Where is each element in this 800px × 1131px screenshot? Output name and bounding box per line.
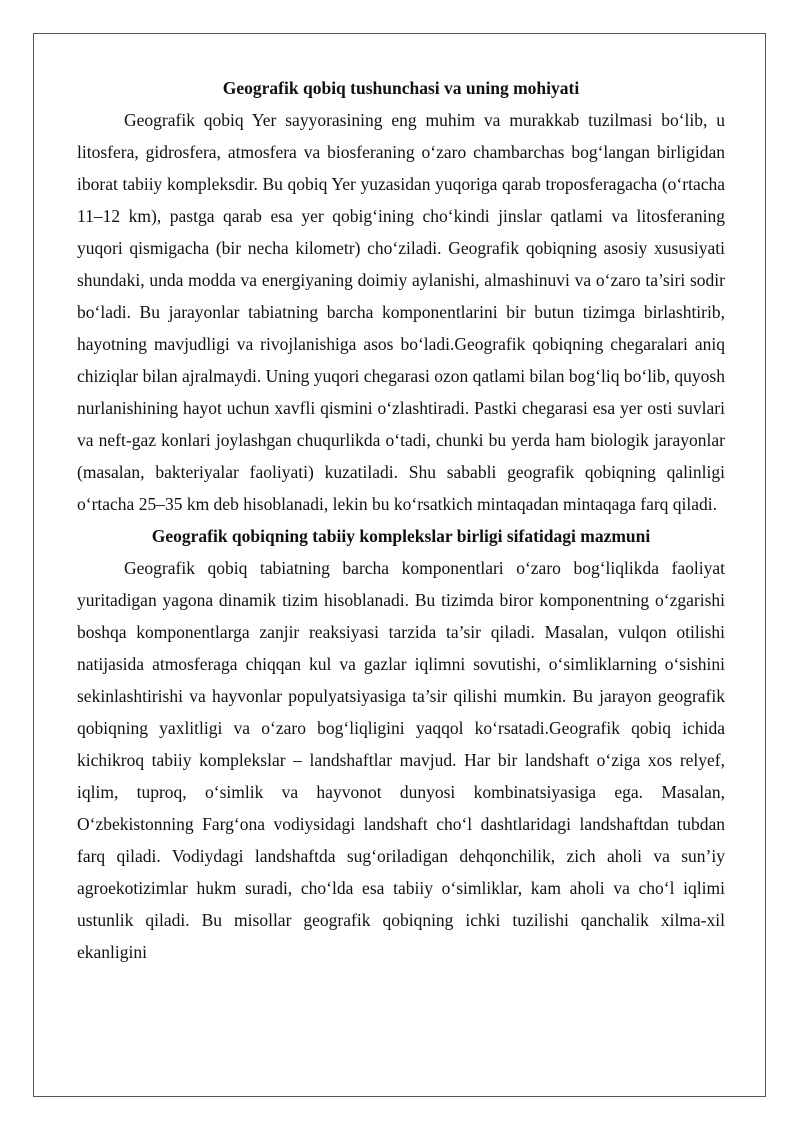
paragraph-1: Geografik qobiq Yer sayyorasining eng muhim va murakkab tuzilmasi bo‘lib, u litosfera, gidrosfera, atmosfera va biosferaning o‘zaro chambarchas bog‘langan birligidan iborat tabiiy kompleksdir. Bu qobiq Yer yuzasidan yuqoriga qarab troposferagacha (o‘rtacha 11–12 km), pastga qarab esa yer qobig‘ining cho‘kindi jinslar qatlami va litosferaning yuqori qismigacha (bir necha kilometr) cho‘ziladi. Geografik qobiqning asosiy xususiyati shundaki, unda modda va energiyaning doimiy aylanishi, almashinuvi va o‘zaro ta’siri sodir bo‘ladi. Bu jarayonlar tabiatning barcha komponentlarini bir butun tizimga birlashtirib, hayotning mavjudligi va rivojlanishiga asos bo‘ladi.Geografik qobiqning chegaralari aniq chiziqlar bilan ajralmaydi. Uning yuqori chegarasi ozon qatlami bilan bog‘liq bo‘lib, quyosh nurlanishining hayot uchun xavfli qismini o‘zlashtiradi. Pastki chegarasi esa yer osti suvlari va neft-gaz konlari joylashgan chuqurlikda o‘tadi, chunki bu yerda ham biologik jarayonlar (masalan, bakteriyalar faoliyati) kuzatiladi. Shu sababli geografik qobiqning qalinligi o‘rtacha 25–35 km deb hisoblanadi, lekin bu ko‘rsatkich mintaqadan mintaqaga farq qiladi. [77, 110, 725, 514]
document-body [77, 72, 725, 968]
document-title: Geografik qobiq tushunchasi va uning mohiyati [222, 78, 580, 98]
paragraph-2: Geografik qobiq tabiatning barcha komponentlari o‘zaro bog‘liqlikda faoliyat yuritadigan yagona dinamik tizim hisoblanadi. Bu tizimda biror komponentning o‘zgarishi boshqa komponentlarga zanjir reaksiyasi tarzida ta’sir qiladi. Masalan, vulqon otilishi natijasida atmosferaga chiqqan kul va gazlar iqlimni sovutishi, o‘simliklarning o‘sishini sekinlashtirishi va hayvonlar populyatsiyasiga ta’sir qilishi mumkin. Bu jarayon geografik qobiqning yaxlitligi va o‘zaro bog‘liqligini yaqqol ko‘rsatadi.Geografik qobiq ichida kichikroq tabiiy komplekslar – landshaftlar mavjud. Har bir landshaft o‘ziga xos relyef, iqlim, tuproq, o‘simlik va hayvonot dunyosi kombinatsiyasiga ega. Masalan, O‘zbekistonning Farg‘ona vodiysidagi landshaft cho‘l dashtlaridagi landshaftdan tubdan farq qiladi. Vodiydagi landshaftda sug‘oriladigan dehqonchilik, zich aholi va sun’iy agroekotizimlar hukm suradi, cho‘lda esa tabiiy o‘simliklar, kam aholi va cho‘l iqlimi ustunlik qiladi. Bu misollar geografik qobiqning ichki tuzilishi qanchalik xilma-xil ekanligini [77, 558, 725, 962]
section-subtitle: Geografik qobiqning tabiiy komplekslar birligi sifatidagi mazmuni [151, 526, 651, 546]
